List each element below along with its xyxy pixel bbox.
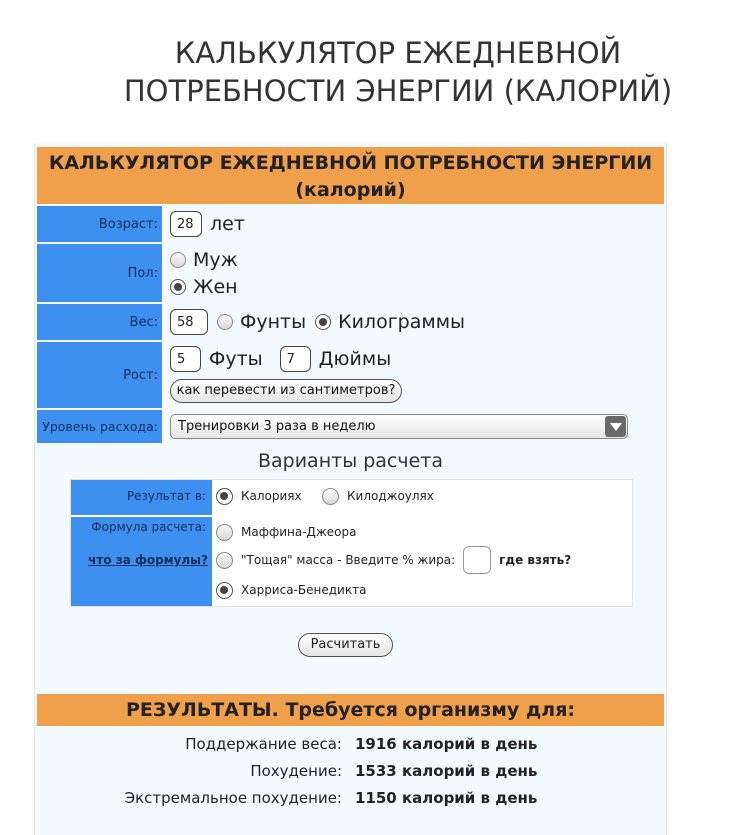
formula-harris-option[interactable] — [216, 580, 366, 600]
page-title-line2: ПОТРЕБНОСТИ ЭНЕРГИИ (КАЛОРИЙ) — [123, 74, 673, 108]
calculator-header-line2: (калорий) — [295, 179, 406, 201]
formula-mifflin-radio[interactable] — [216, 524, 233, 541]
result-unit-kj-option[interactable] — [322, 486, 434, 506]
sex-male-label: Муж — [193, 249, 238, 271]
calculator-panel — [34, 143, 667, 835]
formula-label: Формула расчета: — [91, 520, 206, 534]
height-inches-unit: Дюймы — [318, 348, 392, 370]
page-title — [0, 34, 734, 110]
height-row — [170, 345, 391, 373]
formula-cell — [71, 517, 212, 606]
activity-selected-value: Тренировки 3 раза в неделю — [178, 419, 376, 434]
convert-button-wrap — [170, 379, 402, 403]
height-feet-input[interactable]: 5 — [170, 346, 201, 372]
result-unit-calories-option[interactable] — [216, 486, 302, 506]
age-unit: лет — [210, 213, 245, 235]
formulas-link[interactable]: что за формулы? — [88, 553, 208, 567]
weight-input[interactable]: 58 — [170, 309, 208, 335]
sex-option-female[interactable] — [170, 274, 238, 300]
activity-label: Уровень расхода: — [37, 410, 162, 443]
sex-option-male[interactable] — [170, 247, 238, 273]
height-feet-unit: Футы — [209, 348, 263, 370]
calculate-button[interactable]: Расчитать — [298, 633, 393, 657]
calc-options-table — [70, 479, 633, 607]
convert-cm-button[interactable]: как перевести из сантиметров? — [170, 379, 402, 403]
sex-female-radio[interactable] — [170, 279, 186, 295]
calculator-header — [37, 147, 664, 204]
weight-unit-pounds-label: Фунты — [240, 311, 307, 333]
options-title: Варианты расчета — [257, 450, 444, 472]
result-unit-label: Результат в: — [71, 480, 212, 515]
weight-unit-kg-label: Килограммы — [338, 311, 466, 333]
formula-lean-mass-radio[interactable] — [216, 552, 233, 569]
sex-label: Пол: — [37, 244, 162, 302]
results-header: РЕЗУЛЬТАТЫ. Требуется организму для: — [37, 694, 664, 726]
formula-harris-label: Харриса-Бенедикта — [241, 583, 367, 597]
calculator-header-line1: КАЛЬКУЛЯТОР ЕЖЕДНЕВНОЙ ПОТРЕБНОСТИ ЭНЕРГИИ — [48, 152, 653, 174]
age-label: Возраст: — [37, 206, 162, 242]
page-title-line1: КАЛЬКУЛЯТОР ЕЖЕДНЕВНОЙ — [174, 36, 622, 70]
fat-percent-input[interactable] — [463, 546, 491, 574]
result-unit-calories-label: Калориях — [241, 489, 302, 503]
formula-lean-mass-label: "Тощая" масса - Введите % жира: — [241, 553, 456, 567]
result-lose-value: 1533 калорий в день — [355, 762, 538, 780]
chevron-down-icon — [605, 416, 626, 437]
result-extreme-value: 1150 калорий в день — [355, 789, 538, 807]
result-maintain-label: Поддержание веса: — [185, 735, 342, 753]
formula-mifflin-option[interactable] — [216, 522, 356, 542]
height-inches-input[interactable]: 7 — [280, 346, 311, 372]
fat-where-link[interactable]: где взять? — [499, 553, 572, 567]
formula-mifflin-label: Маффина-Джеора — [241, 525, 357, 539]
sex-female-label: Жен — [193, 276, 238, 298]
sex-male-radio[interactable] — [170, 252, 186, 268]
result-unit-kj-radio[interactable] — [322, 488, 339, 505]
weight-unit-kg-radio[interactable] — [315, 314, 331, 330]
age-row — [170, 210, 245, 238]
height-label: Рост: — [37, 342, 162, 408]
weight-unit-pounds-radio[interactable] — [217, 314, 233, 330]
formula-harris-radio[interactable] — [216, 582, 233, 599]
formula-lean-mass-option[interactable] — [216, 546, 571, 574]
activity-select[interactable] — [170, 414, 628, 439]
weight-row — [170, 308, 465, 336]
result-unit-calories-radio[interactable] — [216, 488, 233, 505]
weight-label: Вес: — [37, 304, 162, 340]
result-maintain-value: 1916 калорий в день — [355, 735, 538, 753]
result-unit-kj-label: Килоджоулях — [347, 489, 434, 503]
result-lose-label: Похудение: — [250, 762, 342, 780]
age-input[interactable]: 28 — [170, 211, 202, 237]
result-extreme-label: Экстремальное похудение: — [124, 789, 342, 807]
